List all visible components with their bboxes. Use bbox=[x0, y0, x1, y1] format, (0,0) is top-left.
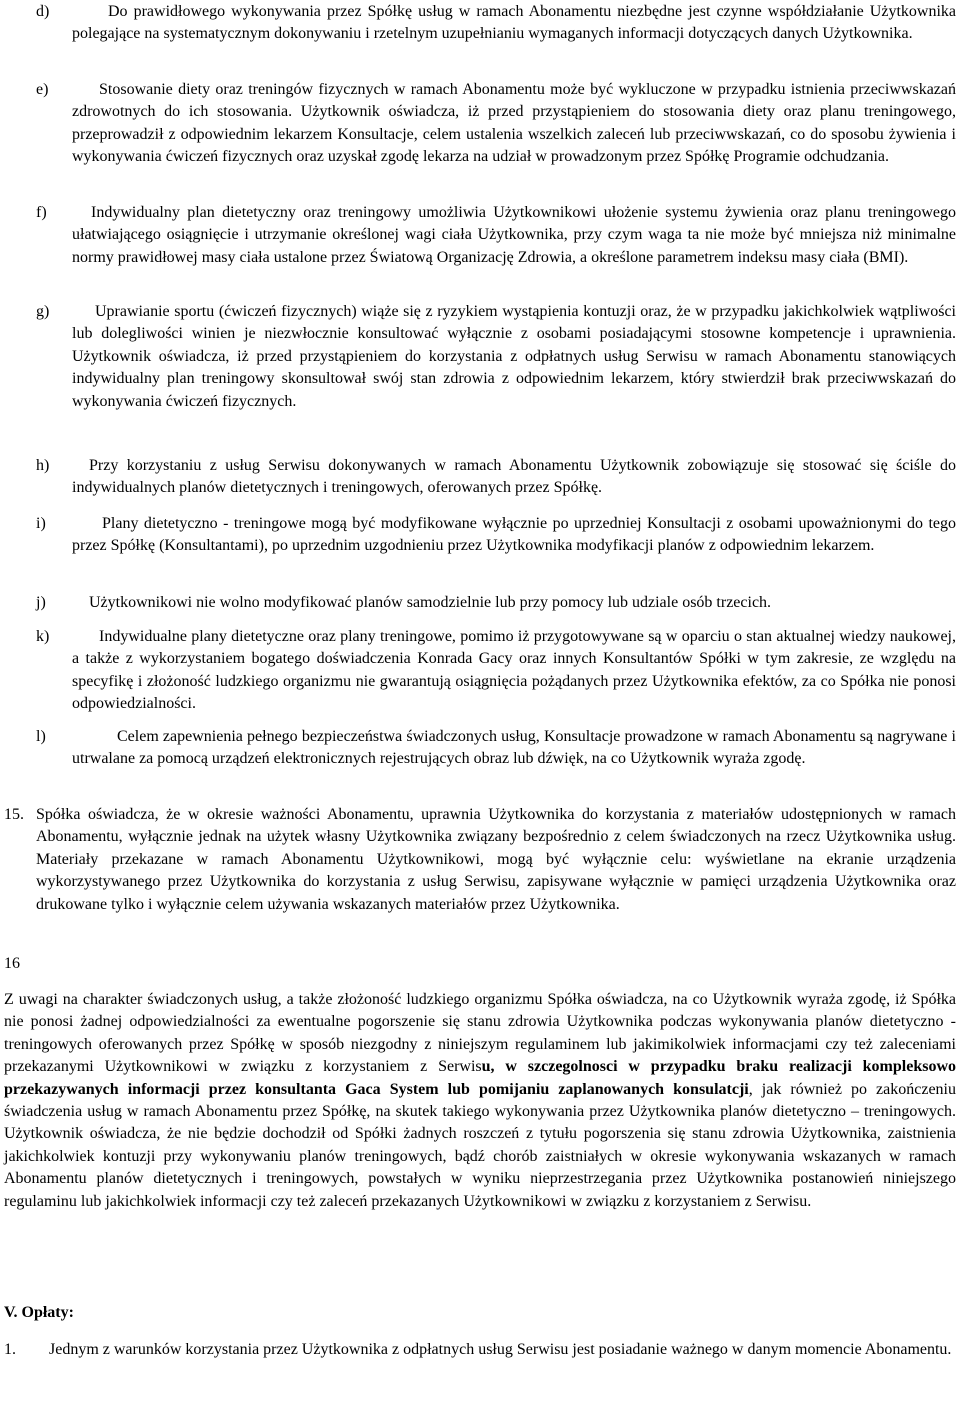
liability-text-bold: u, w szczegolnosci w przypadku braku realizacji kompleksowo przekazywanych informacji przez konsultanta Gaca System lub pomijaniu zaplanowanych konsulatcji bbox=[4, 1058, 956, 1098]
item-label-g: g) bbox=[36, 303, 50, 320]
item-f-text: Indywidualny plan dietetyczny oraz treningowy umożliwia Użytkownikowi ułożenie systemu żywienia oraz planu treningowego ułatwiającego osiągnięcie i utrzymanie określonej wagi ciała Użytkownika, przy czym waga ta nie może być mniejsza niż minimalne normy prawidłowej masy ciała ustalone przez Światową Organizację Zdrowia, a określone parametrem indeksu masy ciała (BMI). bbox=[72, 204, 956, 266]
item-l-text: Celem zapewnienia pełnego bezpieczeństwa świadczonych usług, Konsultacje prowadzone w ramach Abonamentu są nagrywane i utrwalane za pomocą urządzeń elektronicznych rejestrujących obraz lub dźwięk, na co Użytkownik wyraża zgodę. bbox=[72, 728, 956, 768]
point-1-label: 1. bbox=[4, 1341, 16, 1358]
liability-text-after: , jak również po zakończeniu świadczenia usług w ramach Abonamentu przez Spółkę, na skutek takiego wykonywania przez Użytkownika planów dietetyczno – treningowych. Użytkownik oświadcza, że nie będzie dochodził od Spółki żadnych roszczeń z tytułu pogorszenia się stanu zdrowia Użytkownika, zaistnienia jakichkolwiek kontuzji przy wykonywaniu planów treningowych, bądź chorób zaistniałych w okresie wykonywania wskazanych w ramach Abonamentu planów dietetycznych i treningowych, powstałych w wyniku nieprzestrzegania przez Użytkownika postanowień niniejszego regulaminu lub jakichkolwiek informacji czy też zaleceń przekazanych Użytkownikowi w związku z korzystaniem z Serwisu. bbox=[4, 1080, 957, 1210]
item-label-f: f) bbox=[36, 204, 47, 221]
item-label-i: i) bbox=[36, 515, 46, 532]
item-e-text: Stosowanie diety oraz treningów fizycznych w ramach Abonamentu może być wykluczone w przypadku istnienia przeciwwskazań zdrowotnych do ich stosowania. Użytkownik oświadcza, iż przed przystąpieniem do stosowania diety oraz planu treningowego, przeprowadził z odpowiednim lekarzem Konsultacje, celem ustalenia wszelkich zaleceń lub przeciwwskazań, co do sposobu żywienia i wykonywania ćwiczeń fizycznych oraz uzyskał zgodę lekarza na udział w prowadzonym przez Spółkę Programie odchudzania. bbox=[72, 81, 956, 166]
item-label-e: e) bbox=[36, 81, 49, 98]
point-16-label: 16 bbox=[4, 955, 20, 972]
point-15-label: 15. bbox=[4, 806, 24, 823]
point-15-text: Spółka oświadcza, że w okresie ważności Abonamentu, uprawnia Użytkownika do korzystania z materiałów udostępnionych w ramach Abonamentu, wyłącznie jednak na użytek własny Użytkownika związany bezpośrednio z celem świadczonych na rzecz Użytkownika usług. Materiały przekazane w ramach Abonamentu Użytkownikowi, mogą być wyłącznie celu: wyświetlane na ekranie urządzenia wykorzystywanego przez Użytkownika do korzystania z usług Serwisu, zapisywane wyłącznie w pamięci urządzenia Użytkownika oraz drukowane tylko i wyłącznie celem używania wskazanych materiałów przez Użytkownika. bbox=[36, 806, 956, 913]
item-h-text: Przy korzystaniu z usług Serwisu dokonywanych w ramach Abonamentu Użytkownik zobowiązuje się stosować się ściśle do indywidualnych planów dietetycznych i treningowych, oferowanych przez Spółkę. bbox=[72, 457, 956, 497]
item-g-text: Uprawianie sportu (ćwiczeń fizycznych) wiąże się z ryzykiem wystąpienia kontuzji oraz, że w przypadku jakichkolwiek wątpliwości lub dolegliwości winien je niezwłocznie konsultować wyłącznie z osobami posiadającymi stosowne kompetencje i uprawnienia. Użytkownik oświadcza, iż przed przystąpieniem do korzystania z odpłatnych usług Serwisu w ramach Abonamentu stanowiących indywidualny plan treningowy skonsultował swój stan zdrowia z odpowiednim lekarzem, który stwierdził brak przeciwwskazań do wykonywania ćwiczeń fizycznych. bbox=[72, 303, 956, 410]
item-label-d: d) bbox=[36, 3, 50, 20]
section-title: V. Opłaty: bbox=[4, 1304, 74, 1321]
item-k-text: Indywidualne plany dietetyczne oraz plany treningowe, pomimo iż przygotowywane są w oparciu o stan aktualnej wiedzy naukowej, a także z wykorzystaniem bogatego doświadczenia Konrada Gacy oraz innych Konsultantów Spółki w tym zakresie, ze względu na specyfikę i złożoność ludzkiego organizmu nie gwarantują osiągnięcia pożądanych przez Użytkownika efektów, za co Spółka nie ponosi odpowiedzialności. bbox=[72, 628, 956, 713]
liability-text-before: Z uwagi na charakter świadczonych usług, a także złożoność ludzkiego organizmu Spółka oświadcza, na co Użytkownik wyraża zgodę, iż Spółka nie ponosi żadnej odpowiedzialności za ewentualne pogorszenie się stanu zdrowia Użytkownika podczas wykonywania planów dietetyczno - treningowych oferowanych przez Spółkę w sposób niezgodny z niniejszym regulaminem lub jakimikolwiek informacjami czy też zaleceniami przekazanymi Użytkownikowi w związku z korzystaniem z Serwis bbox=[4, 991, 956, 1076]
item-label-h: h) bbox=[36, 457, 50, 474]
liability-paragraph bbox=[4, 989, 956, 1213]
point-1-text: Jednym z warunków korzystania przez Użytkownika z odpłatnych usług Serwisu jest posiadanie ważnego w danym momencie Abonamentu. bbox=[49, 1341, 952, 1358]
item-d-text: Do prawidłowego wykonywania przez Spółkę usług w ramach Abonamentu niezbędne jest czynne współdziałanie Użytkownika polegające na systematycznym dokonywaniu i rzetelnym uzupełnianiu wymaganych informacji dotyczących danych Użytkownika. bbox=[72, 3, 956, 43]
item-label-l: l) bbox=[36, 728, 46, 745]
item-label-k: k) bbox=[36, 628, 50, 645]
item-label-j: j) bbox=[36, 594, 46, 611]
item-j-text: Użytkownikowi nie wolno modyfikować planów samodzielnie lub przy pomocy lub udziale osób trzecich. bbox=[89, 594, 772, 611]
item-i-text: Plany dietetyczno - treningowe mogą być modyfikowane wyłącznie po uprzedniej Konsultacji z osobami upoważnionymi do tego przez Spółkę (Konsultantami), po uprzednim uzgodnieniu przez Użytkownika modyfikacji planów z odpowiednim lekarzem. bbox=[72, 515, 956, 555]
